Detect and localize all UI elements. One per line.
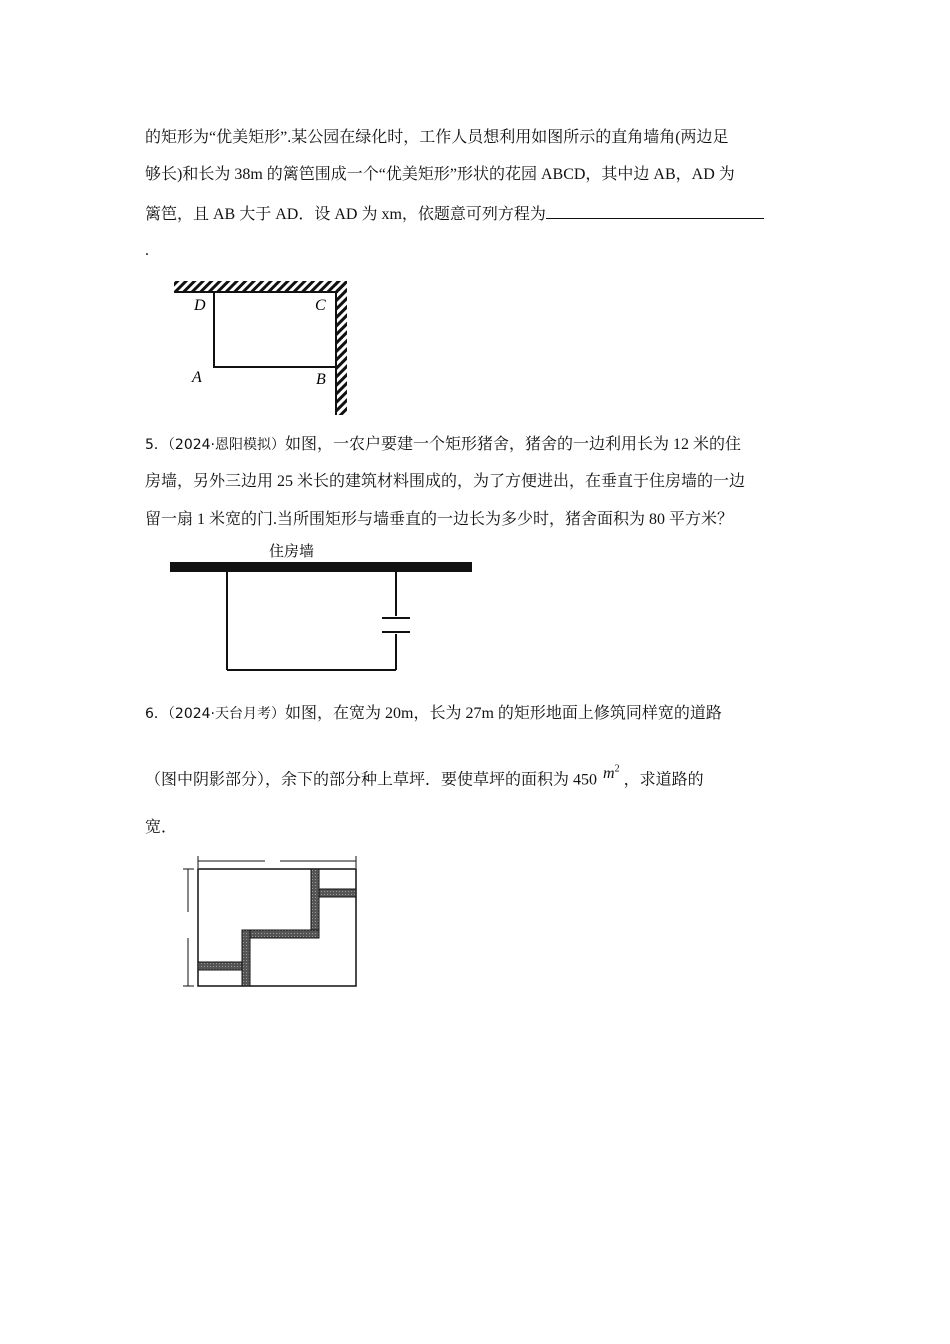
q5-text-line-2: 房墙，另外三边用 25 米长的建筑材料围成的，为了方便进出，在垂直于住房墙的一边 [145,473,746,490]
q6-text-b: ，求道路的 [623,771,704,789]
q4-text-line-2: 够长)和长为 38m 的篱笆围成一个“优美矩形”形状的花园 ABCD，其中边 AB，AD 为 [145,166,735,183]
road-horizontal-right [319,889,356,897]
label-c: C [315,297,326,314]
q5-source: （2024·恩阳模拟） [167,437,286,453]
q6-text: 如图，在宽为 20m，长为 27m 的矩形地面上修筑同样宽的道路 [285,705,722,722]
label-d: D [194,297,206,314]
q6-number: 6． [145,706,168,722]
q5-text: 如图，一农户要建一个矩形猪舍，猪舍的一边利用长为 12 米的住 [285,436,742,453]
hatched-right-wall [336,281,347,415]
q4-question-text: 篱笆，且 AB 大于 AD．设 AD 为 xm，依题意可列方程为 [145,206,546,223]
q4-text-line-1: 的矩形为“优美矩形”.某公园在绿化时，工作人员想利用如图所示的直角墙角(两边足 [145,129,729,146]
wall-label: 住房墙 [269,542,315,560]
q5-pigsty-figure [165,538,480,678]
answer-blank [546,203,764,219]
q5-text-line-3: 留一扇 1 米宽的门.当所围矩形与墙垂直的一边长为多少时，猪舍面积为 80 平方米？ [145,511,734,528]
q4-corner-figure [170,278,355,418]
q6-text-line-2 [145,766,704,790]
area-unit: $m^2$ [603,764,620,783]
q4-text-line-4: . [145,242,149,259]
q6-text-line-1 [145,704,722,724]
road-horizontal-left [198,962,242,970]
house-wall [170,562,472,572]
label-a: A [192,369,202,386]
road-vertical-right [311,869,319,933]
q5-text-line-1 [145,435,741,455]
q6-text-line-3: 宽． [145,819,178,836]
road-horizontal-middle [250,930,319,938]
q6-source: （2024·天台月考） [167,706,286,722]
hatched-top-wall [174,281,346,291]
q6-text-a: （图中阴影部分），余下的部分种上草坪．要使草坪的面积为 450 [145,771,598,789]
road-vertical-left [242,930,250,986]
q6-road-figure [180,852,365,994]
q5-number: 5． [145,437,168,453]
label-b: B [316,371,326,388]
q4-text-line-3 [145,203,764,225]
